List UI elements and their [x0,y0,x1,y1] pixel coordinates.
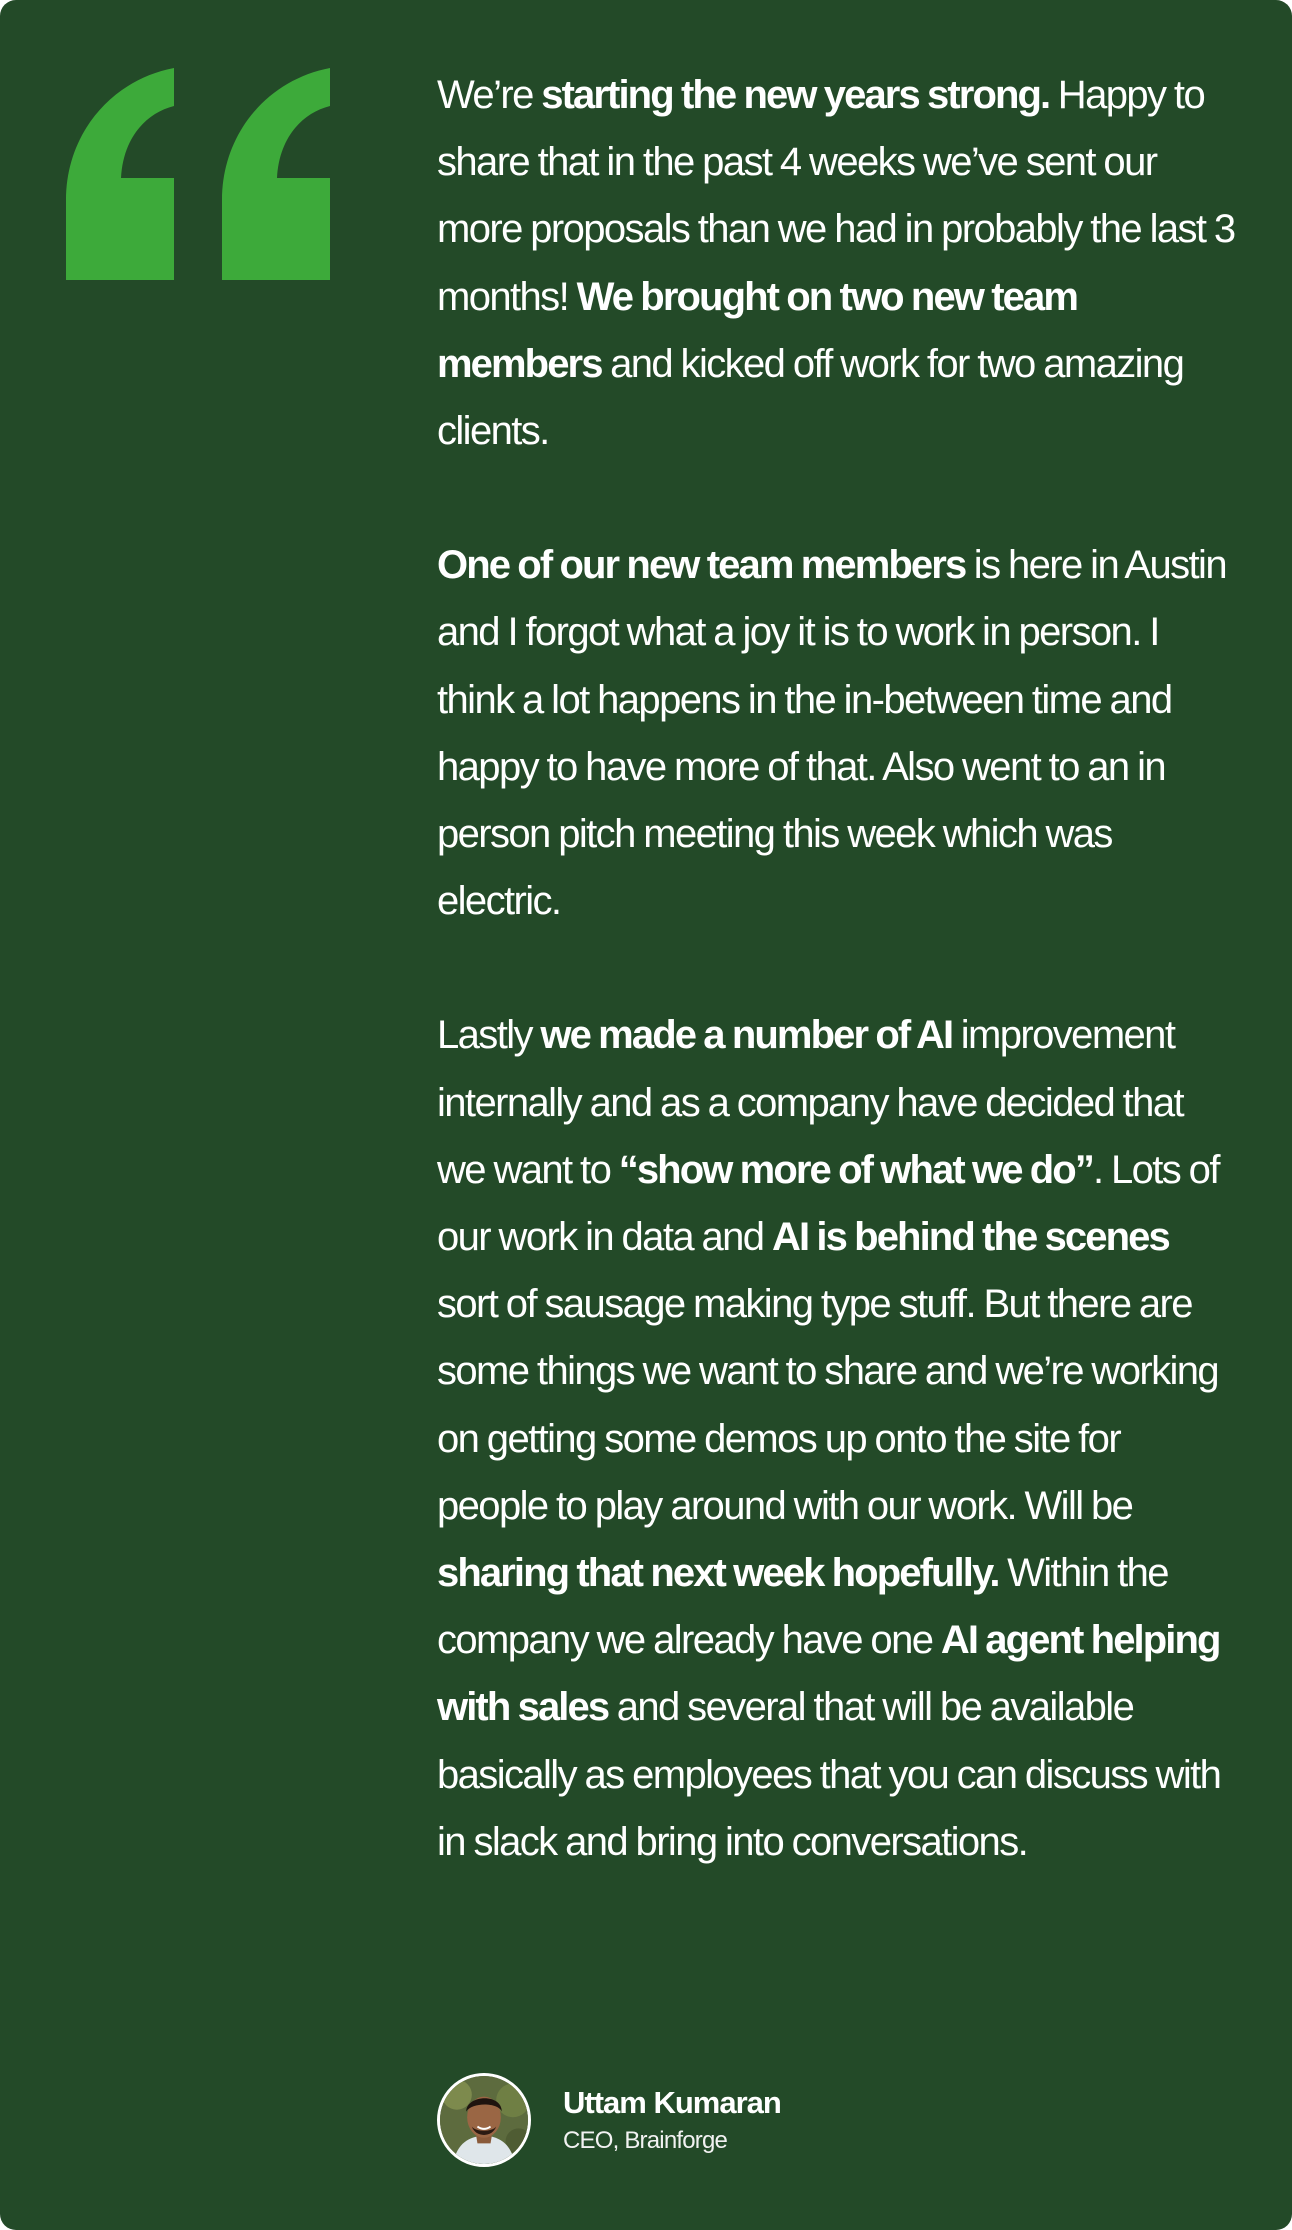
quote-text: Happy to share that in the past 4 weeks we’ve sent our more proposals than we had in probably the last 3 months! [437,73,1235,319]
quote-text: and kicked off work for two amazing clients. [437,341,1184,454]
quote-emphasis: we made a number of AI [540,1013,953,1058]
author-block [437,2070,781,2170]
quote-text: Lastly [437,1013,541,1058]
quote-text: We’re [437,73,542,117]
person-avatar-photo [440,2076,528,2164]
quote-paragraph [437,1002,1237,1876]
quote-text: and several that will be available basically as employees that you can discuss with in slack and bring into conversations. [437,1685,1221,1864]
testimonial-quote [437,62,1237,1876]
quote-text: Within the company we already have one [437,1551,1168,1663]
open-double-quote-icon [66,68,330,280]
avatar [437,2073,531,2167]
quote-text: sort of sausage making type stuff. But there are some things we want to share and we’re working on getting some demos up onto the site for people to play around with our work. Will be [437,1282,1219,1528]
author-role: CEO, Brainforge [563,2127,728,2154]
quote-text: . Lots of our work in data and [437,1147,1219,1260]
quote-emphasis: AI agent helping with sales [437,1618,1220,1730]
quote-emphasis: One of our new team members [437,543,966,588]
quote-paragraph [437,532,1237,935]
quote-emphasis: We brought on two new team members [437,274,1078,386]
author-name: Uttam Kumaran [563,2085,781,2120]
quote-text: improvement internally and as a company have decided that we want to [437,1013,1183,1192]
quote-emphasis: sharing that next week hopefully. [437,1551,999,1596]
author-text [563,2083,781,2157]
quote-paragraph [437,62,1237,465]
quote-emphasis: “show more of what we do” [618,1147,1093,1192]
quote-emphasis: AI is behind the scenes [771,1215,1169,1260]
quote-emphasis: starting the new years strong. [541,73,1050,117]
quote-text: is here in Austin and I forgot what a joy it is to work in person. I think a lot happens in the in-between time and happy to have more of that. Also went to an in person pitch meeting this week which was electric. [437,543,1226,924]
